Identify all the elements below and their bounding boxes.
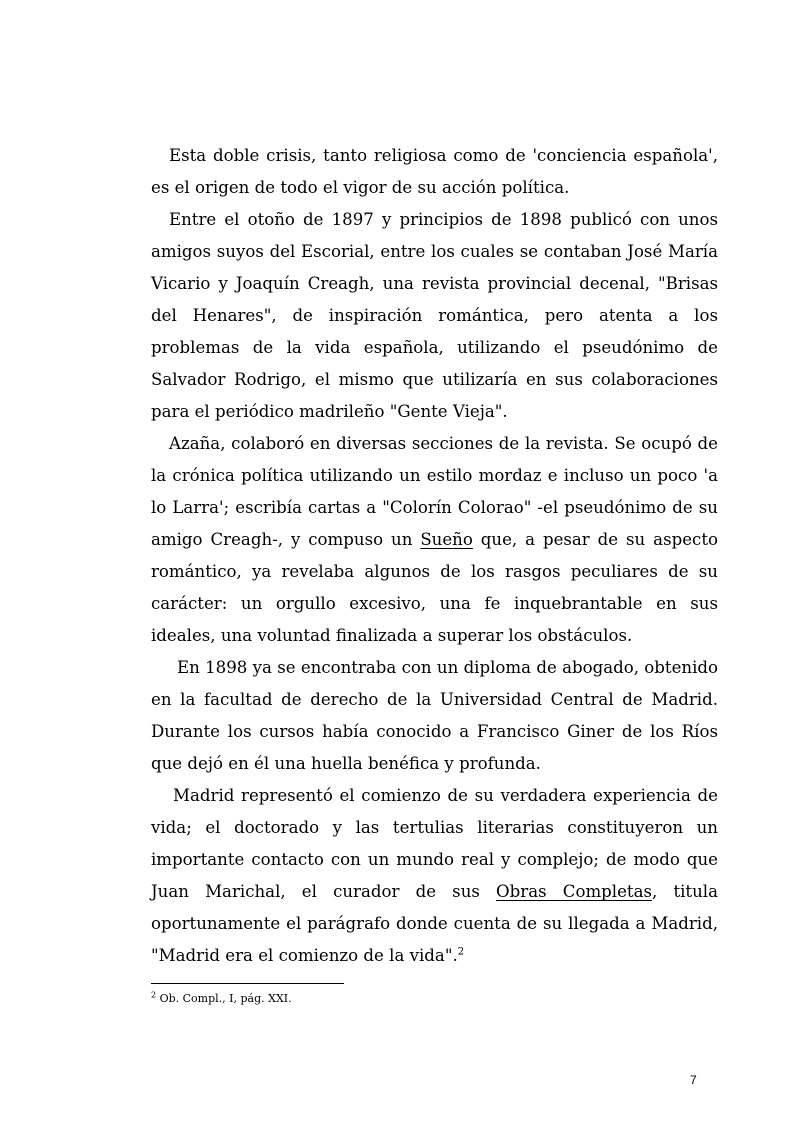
- paragraph-5: [151, 780, 718, 972]
- paragraph-3-text-end: que, a pesar de su aspecto romántico, ya revelaba algunos de los rasgos peculiares de su carácter: un orgullo excesivo, una fe inquebrantable en sus ideales, una voluntad finalizada a superar los obstáculos.: [151, 530, 718, 645]
- paragraph-1: Esta doble crisis, tanto religiosa como de 'conciencia española', es el origen de todo el vigor de su acción política.: [151, 146, 718, 197]
- footnote-divider: [151, 983, 344, 984]
- work-title-obras-completas: Obras Completas: [496, 882, 653, 901]
- footnote: [151, 992, 292, 1006]
- paragraph-3: [151, 428, 718, 652]
- paragraph-4: En 1898 ya se encontraba con un diploma de abogado, obtenido en la facultad de derecho de la Universidad Central de Madrid. Durante los cursos había conocido a Francisco Giner de los Ríos que dejó en él una huella benéfica y profunda.: [151, 658, 718, 773]
- body-text: [151, 140, 718, 972]
- paragraph-5-text-start: Madrid representó el comienzo de su verdadera experiencia de vida; el doctorado y las tertulias literarias constituyeron un importante contacto con un mundo real y complejo; de modo que Juan Marichal, el curador de sus: [151, 786, 718, 901]
- page-number: 7: [690, 1073, 697, 1087]
- footnote-text: Ob. Compl., I, pág. XXI.: [156, 992, 292, 1005]
- footnote-number: 2: [151, 990, 157, 1000]
- work-title-sueno: Sueño: [420, 530, 473, 549]
- paragraph-5-text-end: , titula oportunamente el parágrafo donde cuenta de su llegada a Madrid, "Madrid era el comienzo de la vida".: [151, 882, 718, 965]
- paragraph-3-text-start: Azaña, colaboró en diversas secciones de la revista. Se ocupó de la crónica política utilizando un estilo mordaz e incluso un poco 'a lo Larra'; escribía cartas a "Colorín Colorao" -el pseudónimo de su amigo Creagh-, y compuso un: [151, 434, 718, 549]
- footnote-reference[interactable]: 2: [457, 946, 465, 958]
- paragraph-2: Entre el otoño de 1897 y principios de 1898 publicó con unos amigos suyos del Escorial, entre los cuales se contaban José María Vicario y Joaquín Creagh, una revista provincial decenal, "Brisas del Henares", de inspiración romántica, pero atenta a los problemas de la vida española, utilizando el pseudónimo de Salvador Rodrigo, el mismo que utilizaría en sus colaboraciones para el periódico madrileño "Gente Vieja".: [151, 210, 718, 421]
